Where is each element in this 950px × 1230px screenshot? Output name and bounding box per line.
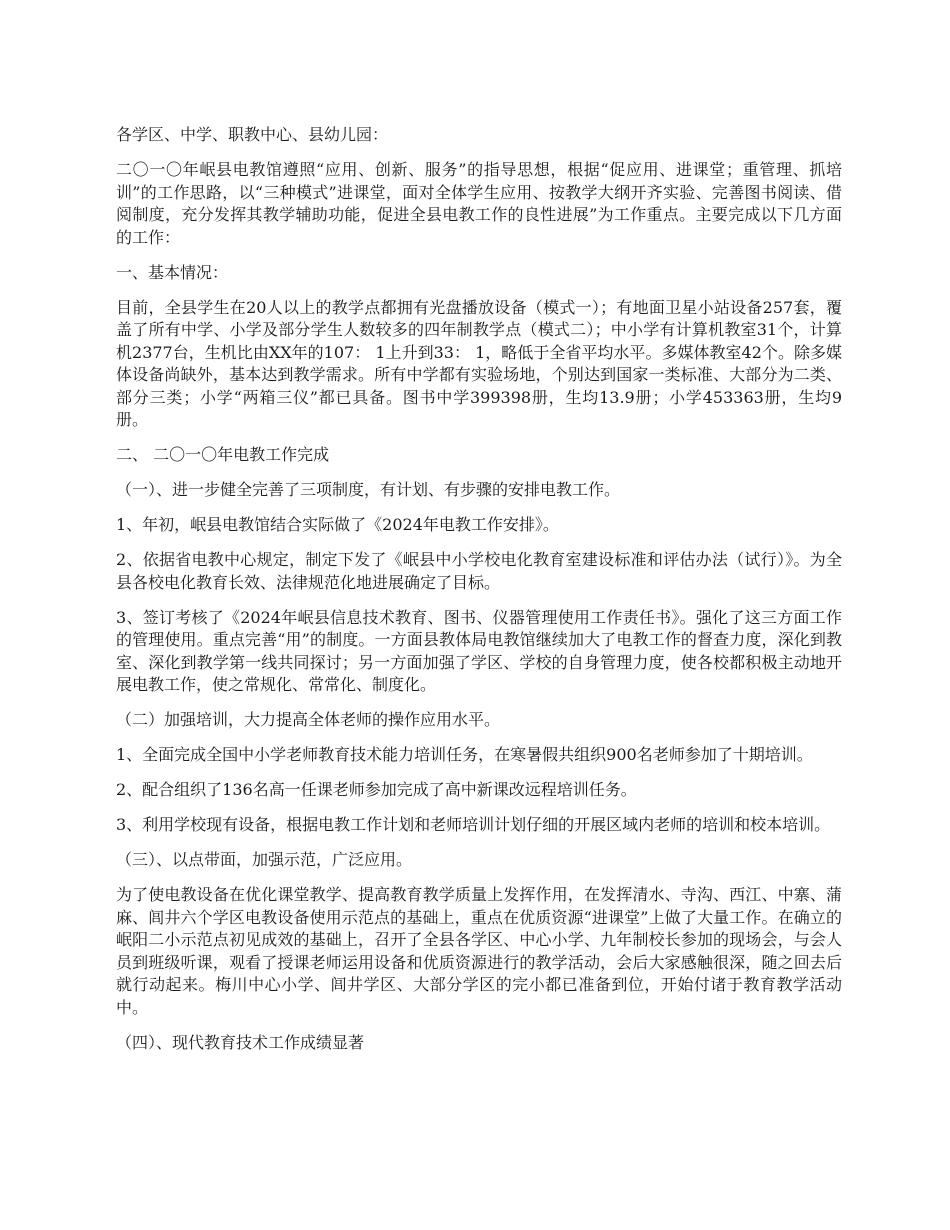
item-1-1: 1、年初，岷县电教馆结合实际做了《2024年电教工作安排》。 (116, 515, 559, 534)
intro-paragraph: 二〇一〇年岷县电教馆遵照“应用、创新、服务”的指导思想，根据“促应用、进课堂；重管理、抓培训”的工作思路，以“三种模式”进课堂，面对全体学生应用、按教学大纲开齐实验、完善图书阅读、借阅制度，充分发挥其教学辅助功能，促进全县电教工作的良性进展”为工作重点。主要完成以下几方面的工作： (116, 160, 842, 247)
item-1-2: 2、依据省电教中心规定，制定下发了《岷县中小学校电化教育室建设标准和评估办法（试行）》。为全县各校电化教育长效、法律规范化地进展确定了目标。 (116, 550, 842, 592)
item-2-1: 1、全面完成全国中小学老师教育技术能力培训任务，在寒暑假共组织900名老师参加了十期培训。 (116, 745, 813, 764)
demonstration-paragraph: 为了使电教设备在优化课堂教学、提高教育教学质量上发挥作用，在发挥清水、寺沟、西江、中寨、蒲麻、闾井六个学区电教设备使用示范点的基础上，重点在优质资源“进课堂”上做了大量工作。在确立的岷阳二小示范点初见成效的基础上，召开了全县各学区、中心小学、九年制校长参加的现场会，与会人员到班级听课，观看了授课老师运用设备和优质资源进行的教学活动，会后大家感触很深，随之回去后就行动起来。梅川中心小学、闾井学区、大部分学区的完小都已准备到位，开始付诸于教育教学活动中。 (116, 885, 842, 1017)
document-page (116, 124, 842, 1067)
item-1-3: 3、签订考核了《2024年岷县信息技术教育、图书、仪器管理使用工作责任书》。强化了这三方面工作的管理使用。重点完善“用”的制度。一方面县教体局电教馆继续加大了电教工作的督查力度，深化到教室、深化到教学第一线共同探讨；另一方面加强了学区、学校的自身管理力度，使各校都积极主动地开展电教工作，使之常规化、常常化、制度化。 (116, 607, 842, 694)
subsection-heading-3: （三）、以点带面，加强示范，广泛应用。 (116, 850, 413, 869)
item-2-2: 2、配合组织了136名高一任课老师参加完成了高中新课改远程培训任务。 (116, 780, 637, 799)
section-heading-1: 一、基本情况： (116, 262, 229, 282)
subsection-heading-2: （二）加强培训，大力提高全体老师的操作应用水平。 (116, 710, 501, 729)
item-2-3: 3、利用学校现有设备，根据电教工作计划和老师培训计划仔细的开展区域内老师的培训和校本培训。 (116, 815, 831, 834)
subsection-heading-4: （四）、现代教育技术工作成绩显著 (116, 1032, 365, 1052)
section-heading-2: 二、 二〇一〇年电教工作完成 (116, 445, 330, 464)
salutation: 各学区、中学、职教中心、县幼儿园： (116, 125, 389, 144)
basic-situation-paragraph: 目前，全县学生在20人以上的教学点都拥有光盘播放设备（模式一）；有地面卫星小站设备257套，覆盖了所有中学、小学及部分学生人数较多的四年制教学点（模式二）；中小学有计算机教室31个，计算机2377台，生机比由XX年的107： 1上升到33： 1，略低于全省平均水平。多媒体教室42个。除多媒体设备尚缺外，基本达到教学需求。所有中学都有实验场地，个别达到国家一类标准、大部分为二类、部分三类；小学“两箱三仪”都已具备。图书中学399398册，生均13.9册；小学453363册，生均9册。 (116, 297, 842, 429)
subsection-heading-1: （一）、进一步健全完善了三项制度，有计划、有步骤的安排电教工作。 (116, 480, 621, 499)
